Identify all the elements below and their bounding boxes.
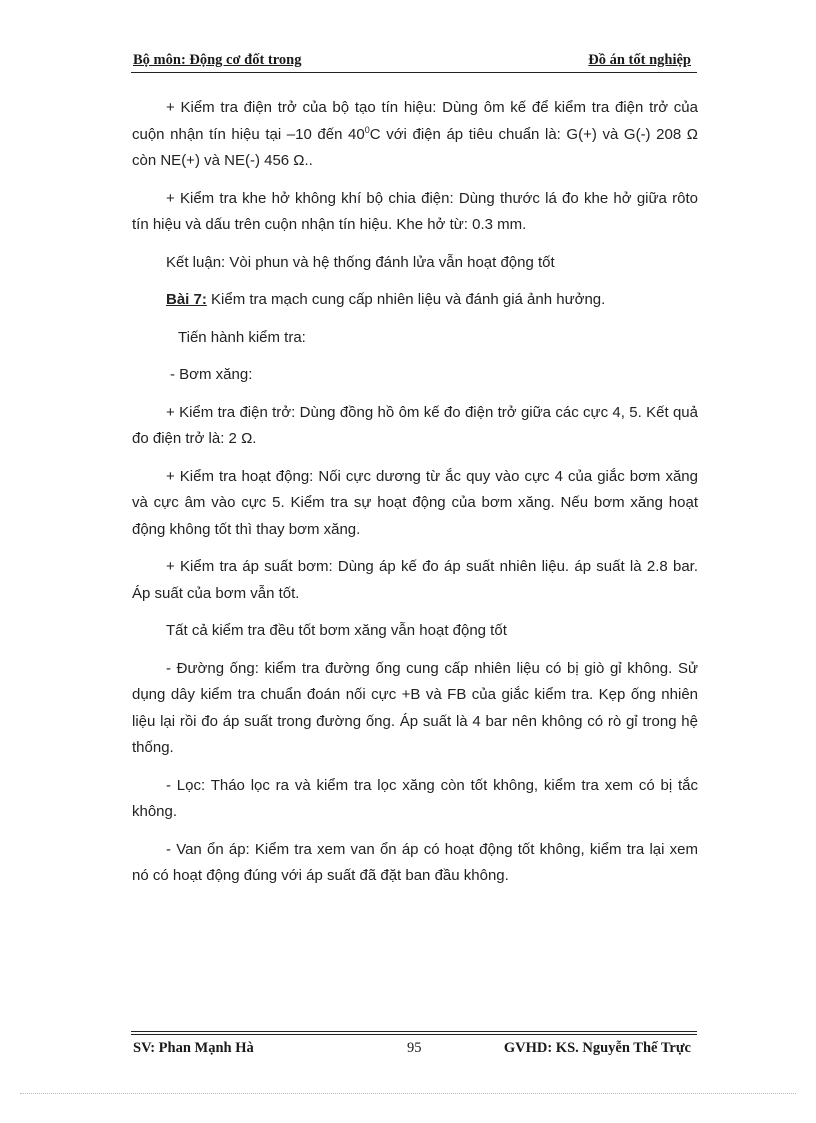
lesson-title: Kiểm tra mạch cung cấp nhiên liệu và đánh giá ảnh hưởng. xyxy=(206,291,606,308)
footer-divider-secondary xyxy=(131,1034,697,1035)
paragraph-filter-check: - Lọc: Tháo lọc ra và kiểm tra lọc xăng còn tốt không, kiểm tra xem có bị tắc không. xyxy=(132,776,698,820)
paragraph-text: + Kiểm tra điện trở của bộ tạo tín hiệu: Dùng ôm kế để kiểm tra điện trở của cuộn nhận tín hiệu tại –10 đến 40 xyxy=(132,99,698,143)
degree-superscript: 0 xyxy=(364,124,370,135)
paragraph-pressure-check: + Kiểm tra áp suất bơm: Dùng áp kế đo áp suất nhiên liệu. áp suất là 2.8 bar. Áp suất của bơm vẫn tốt. xyxy=(132,558,698,602)
paragraph-pipe-check: - Đường ống: kiểm tra đường ống cung cấp nhiên liệu có bị giò gỉ không. Sử dụng dây kiểm tra chuẩn đoán nối cực +B và FB của giắc kiểm tra. Kẹp ống nhiên liệu lại rồi đo áp suất trong đường ống. Áp suất là 4 bar nên không có rò gỉ trong hệ thống. xyxy=(132,659,698,756)
paragraph-air-gap-check: + Kiểm tra khe hở không khí bộ chia điện: Dùng thước lá đo khe hở giữa rôto tín hiệu và dấu trên cuộn nhận tín hiệu. Khe hở từ: 0.3 mm. xyxy=(132,189,698,233)
paragraph-regulator-check: - Van ổn áp: Kiểm tra xem van ổn áp có hoạt động tốt không, kiểm tra lại xem nó có hoạt động đúng với áp suất đã đặt ban đầu không. xyxy=(132,840,698,884)
paragraph-conclusion: Kết luận: Vòi phun và hệ thống đánh lửa vẫn hoạt động tốt xyxy=(166,253,555,271)
page-header xyxy=(131,52,697,72)
footer-advisor: GVHD: KS. Nguyễn Thế Trực xyxy=(503,1040,691,1056)
header-divider xyxy=(131,72,697,73)
page-number: 95 xyxy=(407,1040,422,1056)
paragraph-lesson-7 xyxy=(132,287,698,314)
paragraph-resistance-check: + Kiểm tra điện trở: Dùng đồng hồ ôm kế đo điện trở giữa các cực 4, 5. Kết quả đo điện trở là: 2 Ω. xyxy=(132,403,698,447)
lesson-label: Bài 7: xyxy=(166,291,207,308)
paragraph-signal-generator-check xyxy=(132,95,698,175)
paragraph-procedure-heading: Tiến hành kiểm tra: xyxy=(178,328,306,346)
header-department: Bộ môn: Động cơ đốt trong xyxy=(133,52,302,68)
footer-divider xyxy=(131,1031,697,1032)
footer-student: SV: Phan Mạnh Hà xyxy=(133,1040,254,1056)
header-document-type: Đồ án tốt nghiệp xyxy=(588,52,691,68)
page-body xyxy=(132,95,698,901)
paragraph-fuel-pump-heading: - Bơm xăng: xyxy=(170,366,253,383)
page-footer xyxy=(131,1040,697,1060)
page-bottom-border xyxy=(20,1093,796,1094)
paragraph-text: C với điện áp tiêu chuẩn là: G(+) và G(-) 208 Ω còn NE(+) và NE(-) 456 Ω.. xyxy=(132,125,699,169)
paragraph-pump-conclusion: Tất cả kiểm tra đều tốt bơm xăng vẫn hoạt động tốt xyxy=(166,622,507,639)
paragraph-operation-check: + Kiểm tra hoạt động: Nối cực dương từ ắc quy vào cực 4 của giắc bơm xăng và cực âm vào cực 5. Kiểm tra sự hoạt động của bơm xăng. Nếu bơm xăng hoạt động không tốt thì thay bơm xăng. xyxy=(132,467,698,538)
